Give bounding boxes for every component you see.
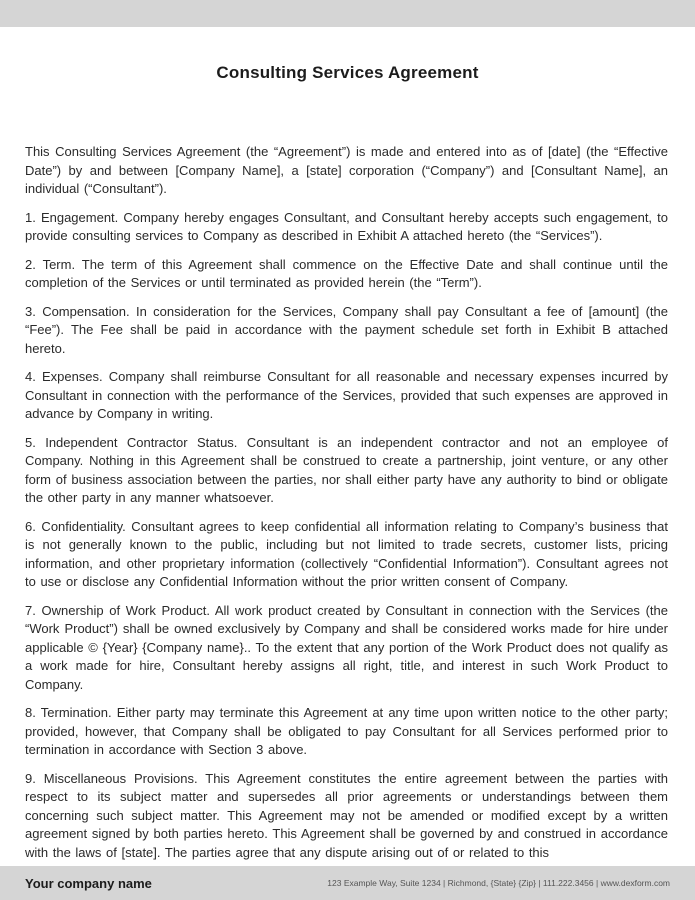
footer-band (0, 866, 695, 900)
agreement-paragraph: 1. Engagement. Company hereby engages Consultant, and Consultant hereby accepts such engagement, to provide consulting services to Company as described in Exhibit A attached hereto (the “Services”). (25, 209, 668, 243)
agreement-paragraph: 9. Miscellaneous Provisions. This Agreement constitutes the entire agreement between the parties with respect to its subject matter and supersedes all prior agreements or understandings between them concerning such subject matter. This Agreement may not be amended or modified except by a written agreement signed by both parties hereto. This Agreement shall be governed by and construed in accordance with the laws of [state]. The parties agree that any dispute arising out of or related to this (25, 770, 668, 860)
agreement-paragraph: 8. Termination. Either party may terminate this Agreement at any time upon written notice to the other party; provided, however, that Company shall be obligated to pay Consultant for all Services performed prior to termination in accordance with Section 3 above. (25, 705, 668, 757)
agreement-paragraph: 5. Independent Contractor Status. Consultant is an independent contractor and not an employee of Company. Nothing in this Agreement shall be construed to create a partnership, joint venture, or any other form of business association between the parties, nor shall either party have any authority to bind or obligate the other party in any manner whatsoever. (25, 434, 668, 505)
agreement-paragraph: 6. Confidentiality. Consultant agrees to keep confidential all information relating to Company’s business that is not generally known to the public, including but not limited to trade secrets, customer lists, pricing information, and other proprietary information (collectively “Confidential Information”). Consultant agrees not to use or disclose any Confidential Information without the prior written consent of Company. (25, 518, 668, 589)
document-body (25, 143, 668, 866)
footer-contact-line: 123 Example Way, Suite 1234 | Richmond, {State} {Zip} | 111.222.3456 | www.dexform.com (327, 878, 670, 888)
footer-company-name: Your company name (25, 875, 152, 891)
header-band (0, 0, 695, 27)
agreement-paragraph: 4. Expenses. Company shall reimburse Consultant for all reasonable and necessary expenses incurred by Consultant in connection with the performance of the Services, provided that such expenses are approved in advance by Company in writing. (25, 369, 668, 421)
agreement-paragraph: This Consulting Services Agreement (the “Agreement”) is made and entered into as of [date] (the “Effective Date”) by and between [Company Name], a [state] corporation (“Company”) and [Consultant Name], an individual (“Consultant”). (25, 144, 668, 196)
document-title: Consulting Services Agreement (216, 63, 479, 82)
agreement-paragraph: 3. Compensation. In consideration for the Services, Company shall pay Consultant a fee of [amount] (the “Fee”). The Fee shall be paid in accordance with the payment schedule set forth in Exhibit B attached hereto. (25, 303, 668, 356)
agreement-paragraph: 7. Ownership of Work Product. All work product created by Consultant in connection with the Services (the “Work Product”) shall be owned exclusively by Company and shall be considered works made for hire under applicable © {Year} {Company name}.. To the extent that any portion of the Work Product does not qualify as a work made for hire, Consultant hereby assigns all right, title, and interest in such Work Product to Company. (25, 602, 668, 692)
agreement-paragraph: 2. Term. The term of this Agreement shall commence on the Effective Date and shall continue until the completion of the Services or until terminated as provided herein (the “Term”). (25, 256, 668, 290)
